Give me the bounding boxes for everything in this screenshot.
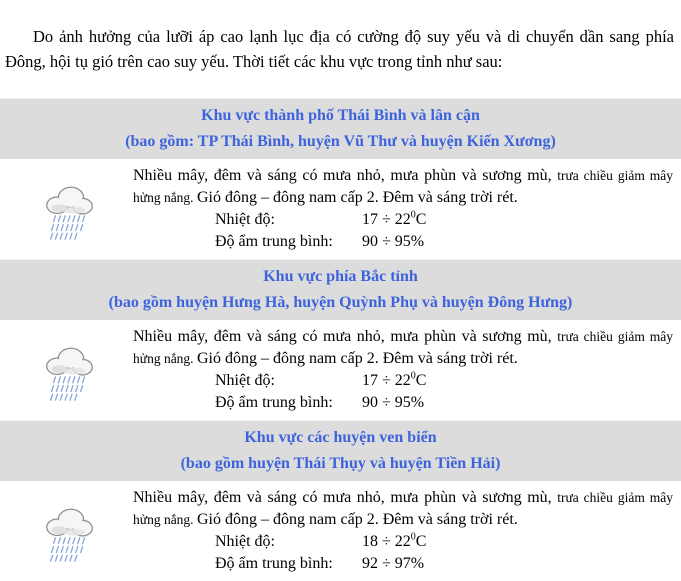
humidity-value: 92 ÷ 97% bbox=[362, 553, 424, 575]
humidity-row bbox=[215, 231, 673, 253]
humidity-row bbox=[215, 553, 673, 575]
forecast-text-cell bbox=[133, 487, 673, 575]
intro-paragraph: Do ảnh hưởng của lưỡi áp cao lạnh lục địa có cường độ suy yếu và di chuyển dần sang phía Đông, hội tụ gió trên cao suy yếu. Thời tiết các khu vực trong tỉnh như sau: bbox=[0, 17, 681, 82]
forecast-text-cell bbox=[133, 326, 673, 414]
rain-cloud-icon bbox=[39, 181, 101, 243]
forecast-text: Nhiều mây, đêm và sáng có mưa nhỏ, mưa phùn và sương mù, trưa chiều giảm mây hửng nắng. Gió đông – đông nam cấp 2. Đêm và sáng trời rét. bbox=[133, 165, 673, 209]
temperature-label: Nhiệt độ: bbox=[215, 209, 362, 231]
temperature-value: $18 \div 22^0C$ bbox=[362, 531, 426, 553]
forecast-text-cell bbox=[133, 165, 673, 253]
region-subtitle: (bao gồm: TP Thái Bình, huyện Vũ Thư và huyện Kiến Xương) bbox=[6, 129, 675, 155]
weather-icon-cell bbox=[6, 487, 133, 575]
region-forecast-north bbox=[0, 320, 681, 420]
humidity-value: 90 ÷ 95% bbox=[362, 392, 424, 414]
humidity-label: Độ ẩm trung bình: bbox=[215, 231, 362, 253]
humidity-label: Độ ẩm trung bình: bbox=[215, 553, 362, 575]
region-header-thai-binh-city bbox=[0, 98, 681, 159]
region-title: Khu vực các huyện ven biển bbox=[6, 425, 675, 451]
region-forecast-thai-binh-city bbox=[0, 159, 681, 259]
rain-cloud-icon bbox=[39, 503, 101, 565]
temperature-row bbox=[215, 531, 673, 553]
temperature-label: Nhiệt độ: bbox=[215, 531, 362, 553]
temperature-value: $17 \div 22^0C$ bbox=[362, 209, 426, 231]
region-title: Khu vực phía Bắc tỉnh bbox=[6, 264, 675, 290]
region-title: Khu vực thành phố Thái Bình và lân cận bbox=[6, 103, 675, 129]
temperature-row bbox=[215, 370, 673, 392]
humidity-value: 90 ÷ 95% bbox=[362, 231, 424, 253]
weather-icon-cell bbox=[6, 326, 133, 414]
region-header-north bbox=[0, 259, 681, 320]
temperature-value: $17 \div 22^0C$ bbox=[362, 370, 426, 392]
region-subtitle: (bao gồm huyện Thái Thụy và huyện Tiền Hải) bbox=[6, 451, 675, 477]
temperature-label: Nhiệt độ: bbox=[215, 370, 362, 392]
forecast-text: Nhiều mây, đêm và sáng có mưa nhỏ, mưa phùn và sương mù, trưa chiều giảm mây hửng nắng. Gió đông – đông nam cấp 2. Đêm và sáng trời rét. bbox=[133, 487, 673, 531]
humidity-row bbox=[215, 392, 673, 414]
forecast-text: Nhiều mây, đêm và sáng có mưa nhỏ, mưa phùn và sương mù, trưa chiều giảm mây hửng nắng. Gió đông – đông nam cấp 2. Đêm và sáng trời rét. bbox=[133, 326, 673, 370]
weather-icon-cell bbox=[6, 165, 133, 253]
rain-cloud-icon bbox=[39, 342, 101, 404]
humidity-label: Độ ẩm trung bình: bbox=[215, 392, 362, 414]
region-forecast-coastal bbox=[0, 481, 681, 581]
weather-bulletin-page bbox=[0, 17, 681, 581]
temperature-row bbox=[215, 209, 673, 231]
region-header-coastal bbox=[0, 420, 681, 481]
region-subtitle: (bao gồm huyện Hưng Hà, huyện Quỳnh Phụ và huyện Đông Hưng) bbox=[6, 290, 675, 316]
